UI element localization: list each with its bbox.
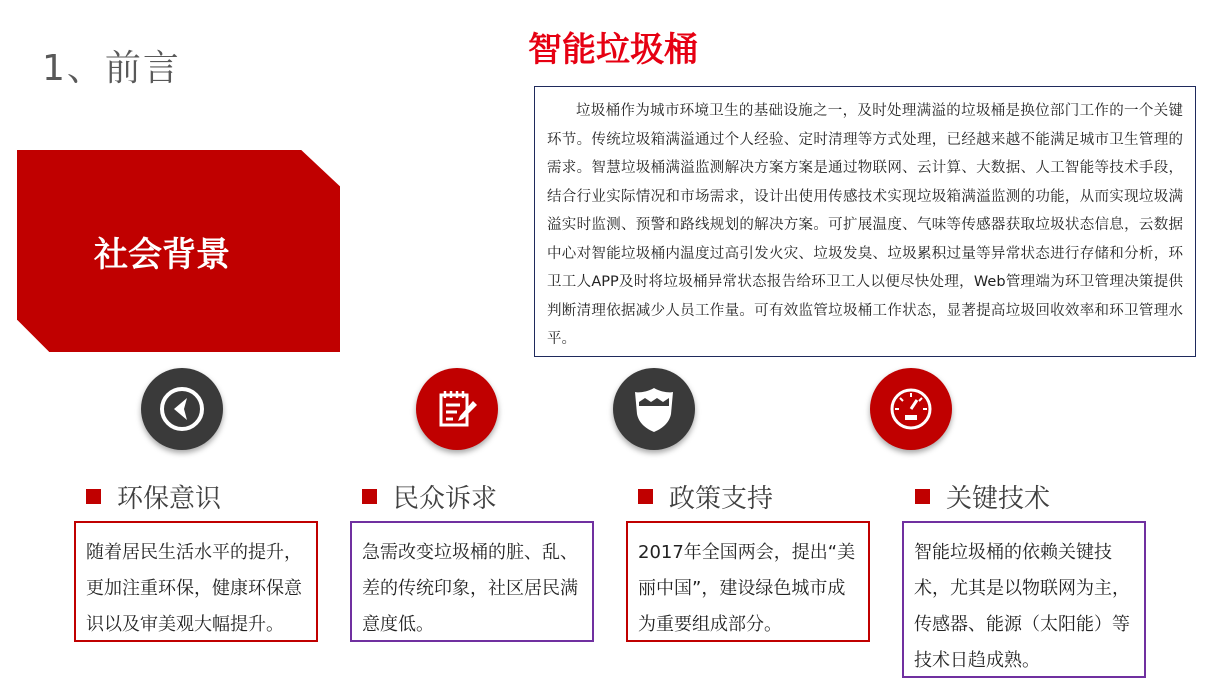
card-title-environmental-awareness (86, 478, 221, 515)
card-title-text: 政策支持 (669, 484, 774, 514)
bullet-square-icon (638, 489, 653, 504)
bullet-square-icon (86, 489, 101, 504)
gauge-icon (870, 368, 952, 450)
back-arrow-icon (141, 368, 223, 450)
section-heading: 1、前言 (42, 48, 181, 89)
edit-document-icon (416, 368, 498, 450)
intro-text-box: 垃圾桶作为城市环境卫生的基础设施之一，及时处理满溢的垃圾桶是换位部门工作的一个关键环节。传统垃圾箱满溢通过个人经验、定时清理等方式处理，已经越来越不能满足城市卫生管理的需求。智慧垃圾桶满溢监测解决方案方案是通过物联网、云计算、大数据、人工智能等技术手段，结合行业实际情况和市场需求，设计出使用传感技术实现垃圾箱满溢监测的功能，从而实现垃圾满溢实时监测、预警和路线规划的解决方案。可扩展温度、气味等传感器获取垃圾状态信息，云数据中心对智能垃圾桶内温度过高引发火灾、垃圾发臭、垃圾累积过量等异常状态进行存储和分析，环卫工人APP及时将垃圾桶异常状态报告给环卫工人以便尽快处理，Web管理端为环卫管理决策提供判断清理依据减少人员工作量。可有效监管垃圾桶工作状态，显著提高垃圾回收效率和环卫管理水平。 (534, 86, 1196, 357)
card-text-public-demand: 急需改变垃圾桶的脏、乱、差的传统印象，社区居民满意度低。 (350, 521, 594, 642)
social-background-label: 社会背景 (94, 234, 230, 275)
shield-icon (613, 368, 695, 450)
card-title-text: 民众诉求 (393, 484, 498, 514)
card-title-text: 关键技术 (946, 484, 1051, 514)
card-text-key-technology: 智能垃圾桶的依赖关键技术，尤其是以物联网为主，传感器、能源（太阳能）等技术日趋成熟。 (902, 521, 1146, 678)
card-text-environmental-awareness: 随着居民生活水平的提升，更加注重环保，健康环保意识以及审美观大幅提升。 (74, 521, 318, 642)
card-title-public-demand (362, 478, 497, 515)
card-title-policy-support (638, 478, 773, 515)
bullet-square-icon (362, 489, 377, 504)
bullet-square-icon (915, 489, 930, 504)
card-title-text: 环保意识 (117, 484, 222, 514)
card-title-key-technology (915, 478, 1050, 515)
page-title: 智能垃圾桶 (528, 30, 698, 70)
card-text-policy-support: 2017年全国两会，提出“美丽中国”，建设绿色城市成为重要组成部分。 (626, 521, 870, 642)
